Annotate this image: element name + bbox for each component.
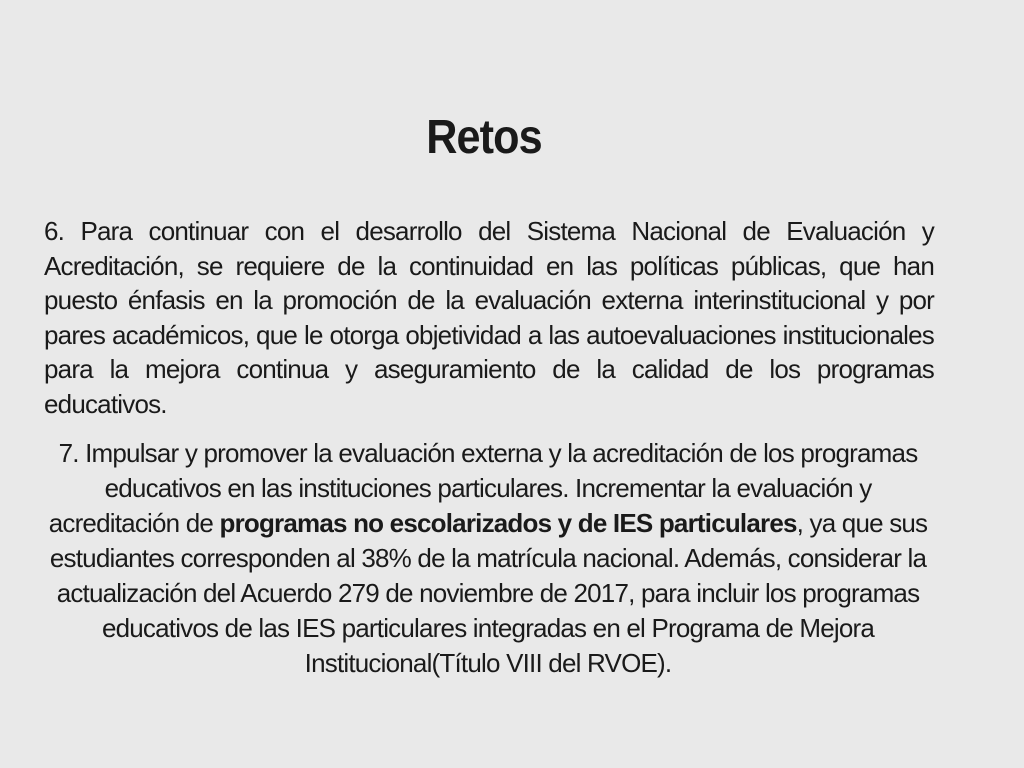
paragraph-challenge-7 bbox=[40, 436, 936, 681]
slide-title: Retos bbox=[426, 111, 542, 164]
paragraph-challenge-6: 6. Para continuar con el desarrollo del Sistema Nacional de Evaluación y Acreditación, se requiere de la continuidad en las políticas públicas, que han puesto énfasis en la promoción de la evaluación externa interinstitucional y por pares académicos, que le otorga objetividad a las autoevaluaciones institucionales para la mejora continua y aseguramiento de la calidad de los programas educativos. bbox=[44, 216, 934, 419]
paragraph-challenge-7-text-end: , ya que sus estudiantes corresponden al 38% de la matrícula nacional. Además, considerar la actualización del Acuerdo 279 de noviembre de 2017, para incluir los programas educativos de las IES particulares integradas en el Programa de Mejora Institucional(Título VIII del RVOE). bbox=[49, 508, 928, 678]
paragraph-challenge-7-text-start: 7. Impulsar y promover la evaluación externa y la acreditación de los programas educativos en las instituciones particulares. Incrementar la evaluación y acreditación de bbox=[48, 438, 918, 538]
paragraph-challenge-7-bold-text: programas no escolarizados y de IES particulares bbox=[219, 508, 797, 538]
